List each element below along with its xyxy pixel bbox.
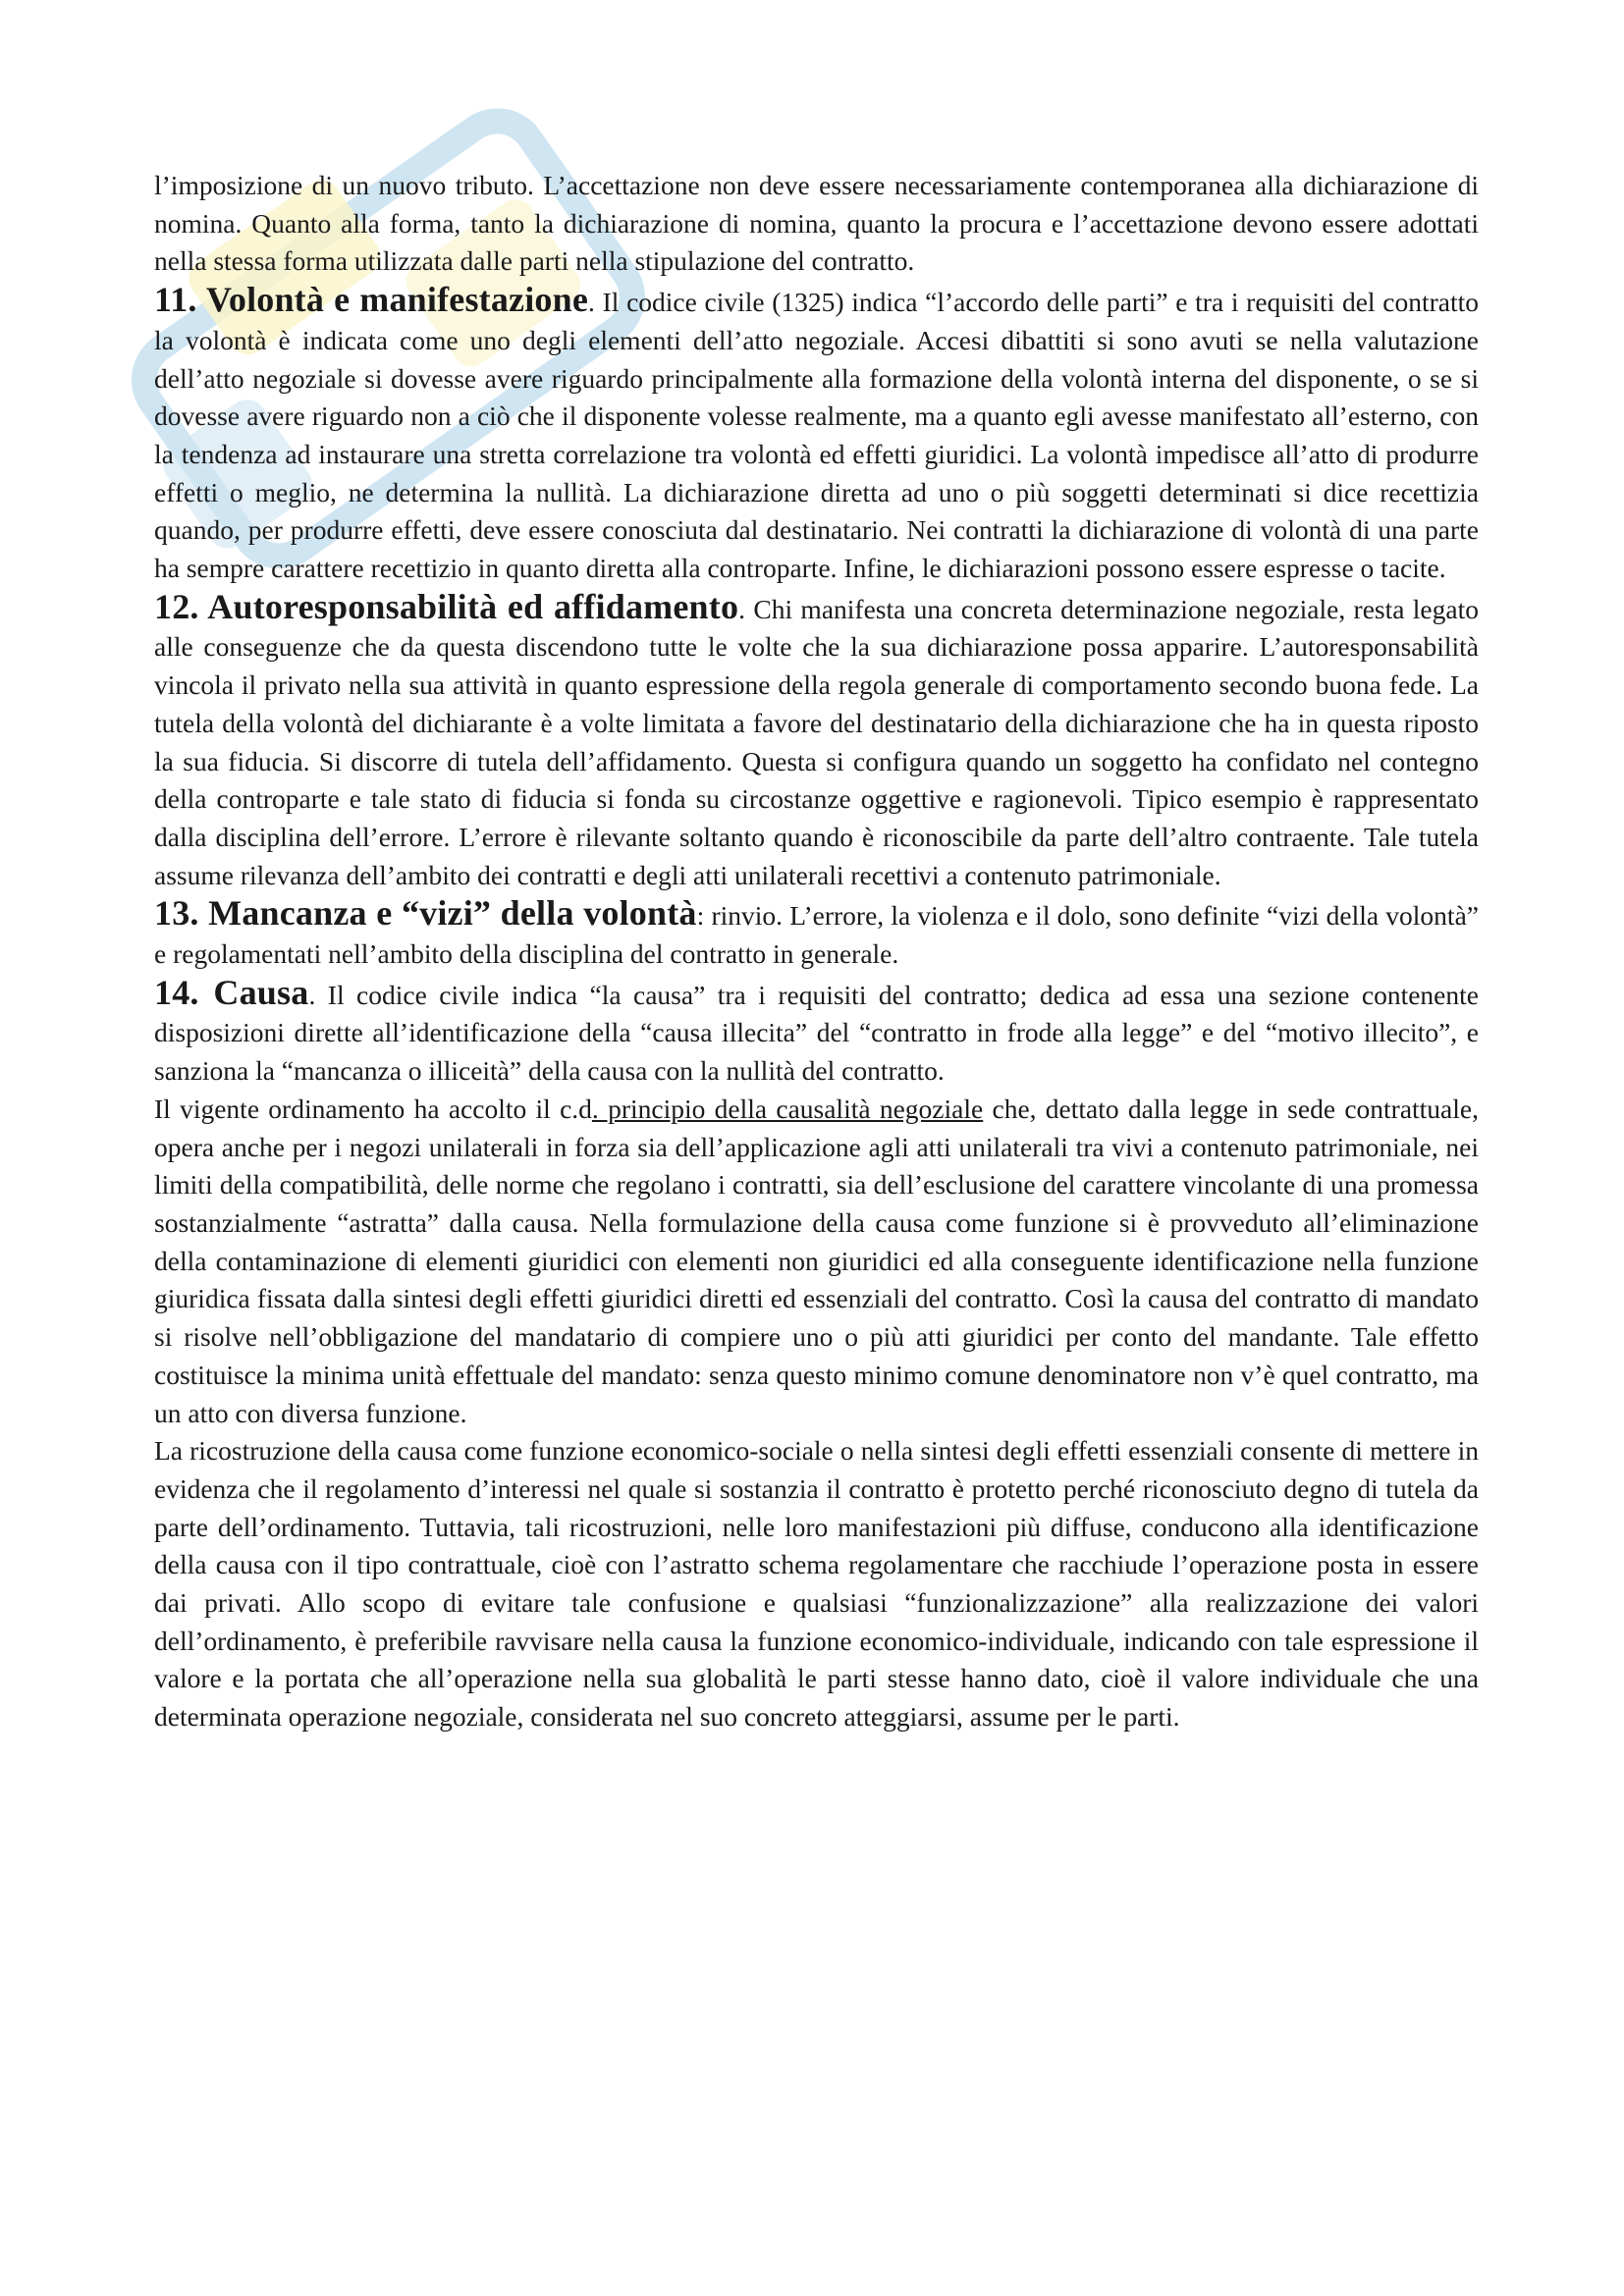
- document-page: [154, 167, 1479, 1736]
- section-12-heading: 12. Autoresponsabilità ed affidamento: [154, 586, 739, 626]
- section-14: [154, 974, 1479, 1091]
- section-14-body: . Il codice civile indica “la causa” tra i requisiti del contratto; dedica ad essa una sezione contenente disposizioni dirette all’identificazione della “causa illecita” del “contratto in frode alla legge” e del “motivo illecito”, e sanziona la “mancanza o illiceità” della causa con la nullità del contratto.: [154, 979, 1479, 1087]
- economic-function-paragraph: La ricostruzione della causa come funzione economico-sociale o nella sintesi degli effetti essenziali consente di mettere in evidenza che il regolamento d’interessi nel quale si sostanzia il contratto è protetto perché riconosciuto degno di tutela da parte dell’ordinamento. Tuttavia, tali ricostruzioni, nelle loro manifestazioni più diffuse, conducono alla identificazione della causa con il tipo contrattuale, cioè con l’astratto schema regolamentare che racchiude l’operazione posta in essere dai privati. Allo scopo di evitare tale confusione e qualsiasi “funzionalizzazione” alla realizzazione dei valori dell’ordinamento, è preferibile ravvisare nella causa la funzione economico-individuale, indicando con tale espressione il valore e la portata che all’operazione nella sua globalità le parti stesse hanno dato, cioè il valore individuale che una determinata operazione negoziale, considerata nel suo concreto atteggiarsi, assume per le parti.: [154, 1435, 1479, 1733]
- section-13-heading: 13. Mancanza e “vizi” della volontà: [154, 893, 697, 934]
- section-12-body: . Chi manifesta una concreta determinazione negoziale, resta legato alle conseguenze che da questa discendono tutte le volte che la sua dichiarazione possa apparire. L’autoresponsabilità vincola il privato nella sua attività in quanto espressione della regola generale di comportamento secondo buona fede. La tutela della volontà del dichiarante è a volte limitata a favore del destinatario della dichiarazione che ha in questa riposto la sua fiducia. Si discorre di tutela dell’affidamento. Questa si configura quando un soggetto ha confidato nel contegno della controparte e tale stato di fiducia si fonda su circostanze oggettive e ragionevoli. Tipico esempio è rappresentato dalla disciplina dell’errore. L’errore è rilevante soltanto quando è riconoscibile da parte dell’altro contraente. Tale tutela assume rilevanza dell’ambito dei contratti e degli atti unilaterali recettivi a contenuto patrimoniale.: [154, 593, 1479, 890]
- section-14-heading: 14. Causa: [154, 972, 309, 1012]
- section-12: [154, 588, 1479, 895]
- section-11-heading: 11. Volontà e manifestazione: [154, 280, 589, 320]
- section-13: [154, 894, 1479, 973]
- section-13-body: : rinvio. L’errore, la violenza e il dolo, sono definite “vizi della volontà” e regolamentati nell’ambito della disciplina del contratto in generale.: [154, 900, 1479, 970]
- causality-post: che, dettato dalla legge in sede contrattuale, opera anche per i negozi unilaterali in forza sia dell’applicazione agli atti unilaterali tra vivi a contenuto patrimoniale, nei limiti della compatibilità, delle norme che regolano i contratti, sia dell’esclusione del carattere vincolante di una promessa sostanzialmente “astratta” dalla causa. Nella formulazione della causa come funzione si è provveduto all’eliminazione della contaminazione di elementi giuridici con elementi non giuridici ed alla conseguente identificazione nella funzione giuridica fissata dalla sintesi degli effetti giuridici diretti ed essenziali del contratto. Così la causa del contratto di mandato si risolve nell’obbligazione del mandatario di compiere uno o più atti giuridici per conto del mandante. Tale effetto costituisce la minima unità effettuale del mandato: senza questo minimo comune denominatore non v’è quel contratto, ma un atto con diversa funzione.: [154, 1093, 1479, 1428]
- causality-principle-underlined: . principio della causalità negoziale: [591, 1093, 984, 1124]
- causality-pre: Il vigente ordinamento ha accolto il c.d: [154, 1093, 592, 1124]
- section-11: [154, 281, 1479, 588]
- causality-paragraph: [154, 1091, 1479, 1432]
- section-11-body: . Il codice civile (1325) indica “l’accordo delle parti” e tra i requisiti del contratto la volontà è indicata come uno degli elementi dell’atto negoziale. Accesi dibattiti si sono avuti se nella valutazione dell’atto negoziale si dovesse avere riguardo principalmente alla formazione della volontà interna del disponente, o se si dovesse avere riguardo non a ciò che il disponente volesse realmente, ma a quanto egli avesse manifestato all’esterno, con la tendenza ad instaurare una stretta correlazione tra volontà ed effetti giuridici. La volontà impedisce all’atto di produrre effetti o meglio, ne determina la nullità. La dichiarazione diretta ad uno o più soggetti determinati si dice recettizia quando, per produrre effetti, deve essere conosciuta dal destinatario. Nei contratti la dichiarazione di volontà di una parte ha sempre carattere recettizio in quanto diretta alla controparte. Infine, le dichiarazioni possono essere espresse o tacite.: [154, 287, 1479, 584]
- intro-paragraph: l’imposizione di un nuovo tributo. L’accettazione non deve essere necessariamente contemporanea alla dichiarazione di nomina. Quanto alla forma, tanto la dichiarazione di nomina, quanto la procura e l’accettazione devono essere adottati nella stessa forma utilizzata dalle parti nella stipulazione del contratto.: [154, 170, 1479, 277]
